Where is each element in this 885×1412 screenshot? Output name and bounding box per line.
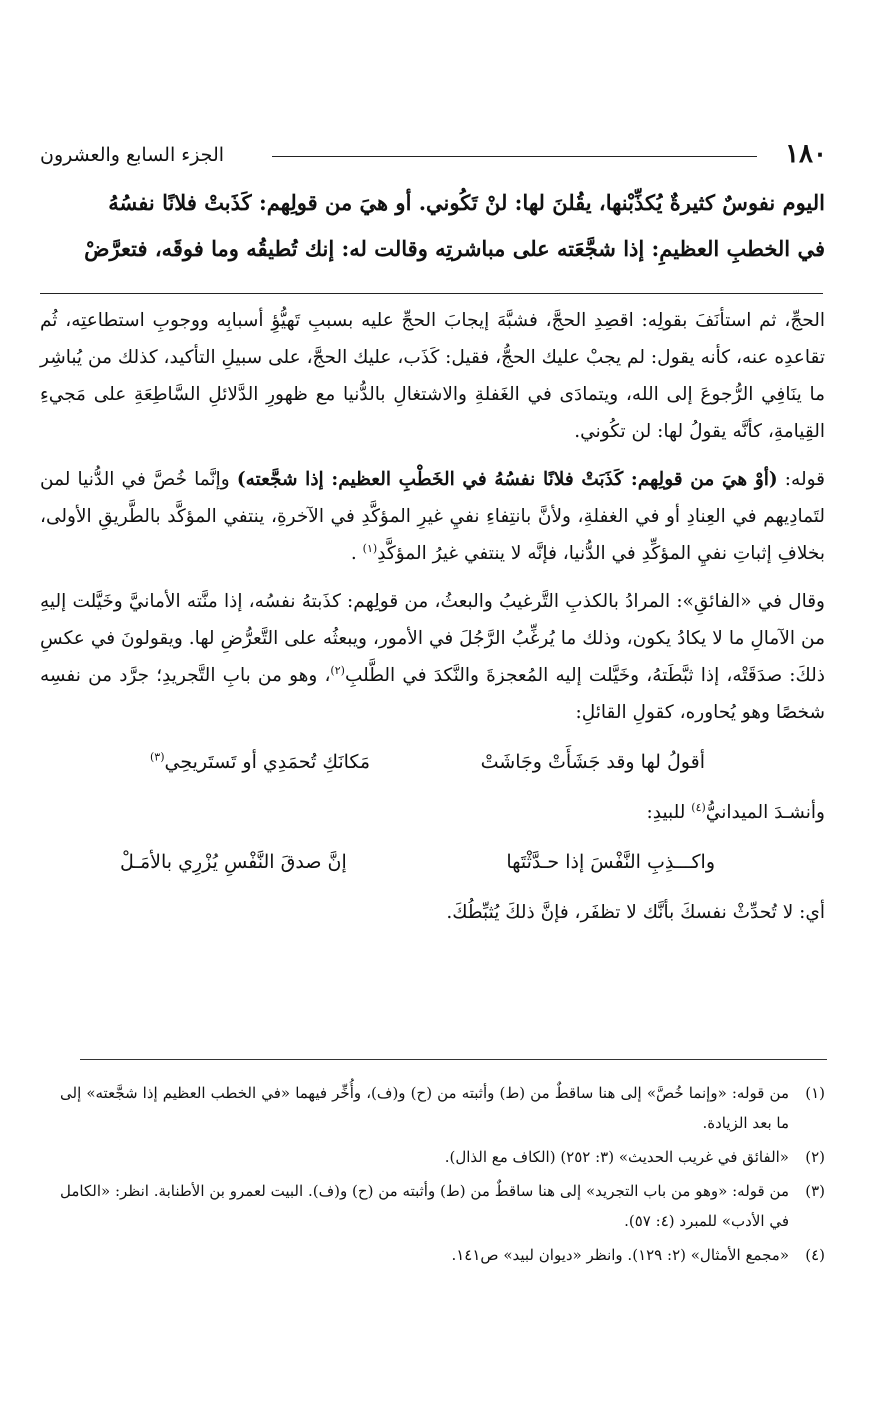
paragraph-text: ، وهو من بابِ التَّجريدِ؛ جرَّد من نفسِه شخصًا وهو يُحاوره، كقولِ القائلِ: xyxy=(40,665,825,723)
footnote-number: (٤) xyxy=(805,1246,825,1264)
footnote-ref: (٤) xyxy=(691,800,706,814)
commentary-paragraph: الحجِّ، ثم استأنَفَ بقولِه: اقصِدِ الحجَّ، فشبَّهَ إيجابَ الحجِّ عليه بسببِ تَهيُّؤِ أسبابِه ووجوبِ استطاعتِه، ثُم تقاعدِه عنه، كأنه يقول: لم يجبْ عليك الحجُّ، فقيل: كَذَب، عليك الحجَّ، على سبيلِ التأكيد، كذلك من يُباشِر ما ينَافِي الرُّجوعَ إلى الله، ويتمادَى في الغَفلةِ والاشتغالِ بالدُّنيا مع ظهورِ الدَّلائلِ السَّاطِعَةِ على مَجيءِ القِيامةِ، كأنَّه يقولُ لها: لن تكُوني. xyxy=(40,310,825,442)
commentary-paragraph: أي: لا تُحدِّثْ نفسكَ بأنَّك لا تظفَر، فإنَّ ذلكَ يُثبِّطُكَ. xyxy=(446,902,825,923)
footnote-text: «الفائق في غريب الحديث» (٣: ٢٥٢) (الكاف مع الذال). xyxy=(444,1148,789,1166)
footnote xyxy=(60,1078,825,1138)
footnote-number: (٣) xyxy=(805,1182,825,1200)
paragraph-text: وإنَّما خُصَّ في الدُّنيا لمن لتَمادِيهم في العِنادِ أو في الغفلةِ، ولأنَّ بانتِفاءِ نفيِ غيرِ المؤكَّدِ في الآخرةِ، ينتفي المؤكَّد بالطَّريقِ الأولى، بخلافِ إثباتِ نفيِ المؤكِّدِ في الدُّنيا، فإنَّه لا ينتفي غيرُ المؤكَّدِ xyxy=(40,469,825,564)
footnote xyxy=(60,1176,825,1236)
verse-first-hemistich: أقولُ لها وقد جَشَأَتْ وجَاشَتْ xyxy=(480,751,705,773)
footnote xyxy=(60,1240,825,1270)
header-rule xyxy=(272,156,757,157)
paragraph-text: للبيدِ: xyxy=(646,802,692,823)
running-header xyxy=(40,136,827,176)
paragraph-text: وقال في «الفائقِ»: المرادُ بالكذبِ التَّرغيبُ والبعثُ، من قولِهم: كذَبتهُ نفسُه، إذا منَّته الأمانيَّ وخَيَّلت إليهِ من الآمالِ ما لا يكادُ يكون، وذلك ما يُرغِّبُ الرَّجُلَ في الأمور، ويبعثُه على التَّعرُّضِ لها. ويقولونَ في عكسِ ذلكَ: صدَقَتْه، إذا ثبَّطَتهُ، وخَيَّلت إليه المُعجزةَ والنَّكدَ في الطَّلبِ xyxy=(40,591,825,686)
paragraph-text: وأنشـدَ الميدانيُّ xyxy=(705,802,825,823)
matn-text xyxy=(40,180,825,272)
footnote-text: «مجمع الأمثال» (٢: ١٢٩). وانظر «ديوان لبيد» ص١٤١. xyxy=(451,1246,789,1264)
commentary-text xyxy=(40,302,825,942)
matn-separator xyxy=(40,293,823,294)
page-number: ١٨٠ xyxy=(785,139,827,169)
footnote-number: (٢) xyxy=(805,1148,825,1166)
verse-first-hemistich: واكـــذِبِ النَّفْسَ إذا حـدَّثْتَها xyxy=(506,851,715,873)
commentary-paragraph xyxy=(40,461,825,572)
matn-line: في الخطبِ العظيمِ: إذا شجَّعَته على مباشرتِه وقالت له: إنك تُطيقُه وما فوقَه، فتعرَّضْ xyxy=(84,236,825,261)
footnote-ref: (٣) xyxy=(150,750,165,764)
poetry-verse xyxy=(120,842,715,882)
footnote-separator xyxy=(80,1059,827,1060)
footnotes xyxy=(60,1078,825,1274)
verse-second-hemistich xyxy=(150,742,370,782)
verse-text: مَكانَكِ تُحمَدِي أو تَستَريحِي xyxy=(164,751,371,773)
verse-second-hemistich: إنَّ صدقَ النَّفْسِ يُزْرِي بالأمَـلْ xyxy=(120,851,347,873)
running-title: الجزء السابع والعشرون xyxy=(40,144,225,166)
quoted-matn: (أوْ هيَ من قولِهم: كَذَبَتْ فلانًا نفسُهُ في الخَطْبِ العظيم: إذا شجَّعته) xyxy=(236,469,778,490)
footnote-number: (١) xyxy=(805,1084,825,1102)
paragraph-lead: قوله: xyxy=(777,469,825,490)
paragraph-text: . xyxy=(350,543,363,564)
footnote-ref: (٢) xyxy=(330,663,345,677)
commentary-paragraph xyxy=(40,583,825,731)
matn-line: اليوم نفوسٌ كثيرةٌ يُكذِّبْنها، يقُلنَ لها: لنْ تَكُوني. أو هيَ من قولِهم: كَذَبتْ فلانًا نفسُهُ xyxy=(108,190,825,215)
footnote-ref: (١) xyxy=(362,541,378,555)
footnote xyxy=(60,1142,825,1172)
commentary-paragraph xyxy=(40,794,825,831)
poetry-verse xyxy=(150,742,705,782)
footnote-text: من قوله: «وهو من باب التجريد» إلى هنا ساقطٌ من (ط) وأثبته من (ح) و(ف). البيت لعمرو بن الأطنابة. انظر: «الكامل في الأدب» للمبرد (٤: ٥٧). xyxy=(60,1182,789,1230)
footnote-text: من قوله: «وإنما خُصَّ» إلى هنا ساقطٌ من (ط) وأثبته من (ح) و(ف)، وأُخِّر فيهما «في الخطب العظيم إذا شجَّعته» إلى ما بعد الزيادة. xyxy=(60,1084,789,1132)
